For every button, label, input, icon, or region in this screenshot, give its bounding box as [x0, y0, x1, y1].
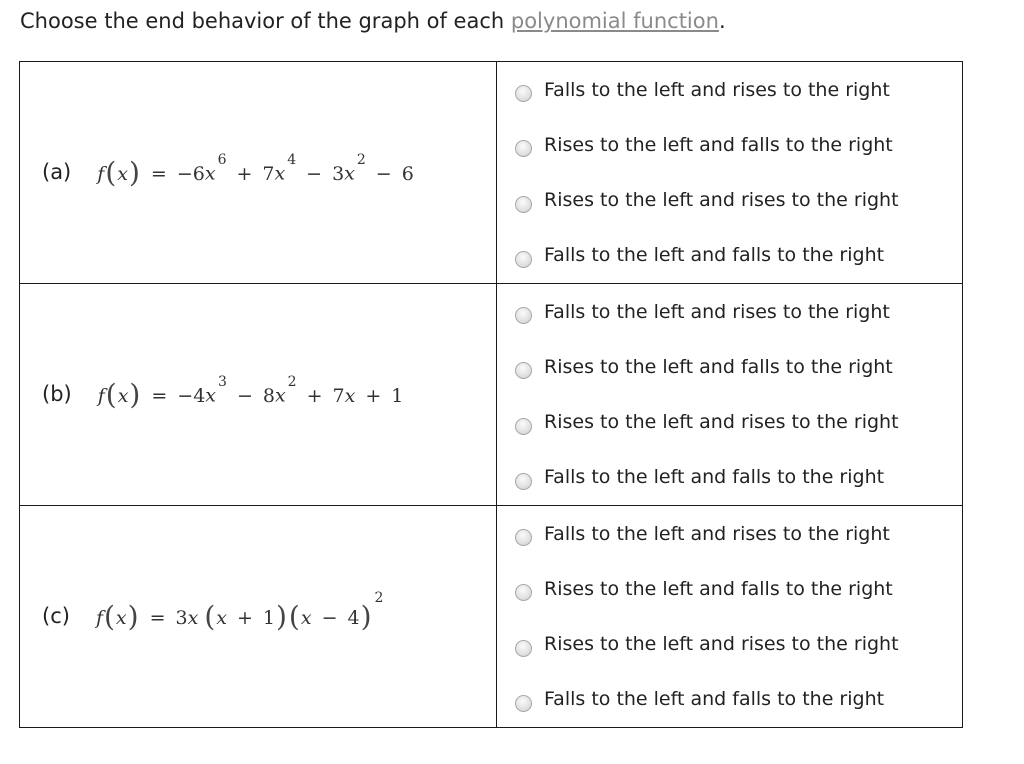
option-label: Falls to the left and rises to the right: [544, 300, 890, 323]
function-variable: x: [117, 384, 129, 407]
term-coef: 3: [332, 162, 345, 185]
radio-group-b: [497, 284, 962, 505]
right-paren: ): [360, 599, 372, 633]
option-a-rises-left-rises-right[interactable]: [497, 175, 962, 226]
term-exponent: 6: [217, 152, 227, 169]
function-a: f ( x ) = − 6 $x^6$ + 7 $x^4$ − 3 $x^2$ − 6: [97, 152, 414, 189]
factor2-const: 4: [347, 606, 360, 629]
option-c-falls-left-falls-right[interactable]: [497, 674, 962, 725]
factor1-const: 1: [262, 606, 275, 629]
radio-group-a: [497, 62, 962, 283]
prompt-period: .: [718, 9, 726, 33]
option-label: Rises to the left and rises to the right: [544, 633, 899, 656]
factor2-var: x: [300, 606, 312, 629]
radio-button[interactable]: [515, 584, 532, 601]
radio-button[interactable]: [515, 473, 532, 490]
option-a-rises-left-falls-right[interactable]: [497, 119, 962, 170]
option-a-falls-left-rises-right[interactable]: [497, 64, 962, 115]
term-coef: 6: [401, 162, 414, 185]
leading-var: x: [187, 606, 199, 629]
term-coef: 4: [193, 384, 206, 407]
option-a-falls-left-falls-right[interactable]: [497, 230, 962, 281]
option-b-falls-left-falls-right[interactable]: [497, 452, 962, 503]
term-coef: 8: [262, 384, 275, 407]
polynomial-function-link[interactable]: polynomial function: [510, 9, 719, 33]
function-c: f ( x ) = 3 x ( x + 1 ) ( x − 4 )$^2$: [95, 590, 384, 633]
option-c-falls-left-rises-right[interactable]: [497, 508, 962, 559]
function-b: f ( x ) = − 4 $x^3$ − 8 $x^2$ + 7 x + 1: [97, 374, 404, 411]
function-name: f: [97, 162, 105, 185]
function-cell-a: [20, 62, 497, 284]
option-label: Falls to the left and falls to the right: [544, 244, 885, 267]
options-cell-a: [497, 62, 963, 284]
option-b-rises-left-falls-right[interactable]: [497, 341, 962, 392]
option-label: Rises to the left and rises to the right: [544, 189, 899, 212]
term-var: x: [204, 162, 216, 185]
term-exponent: 2: [356, 152, 366, 169]
function-variable: x: [117, 162, 128, 185]
term-coef: 7: [262, 162, 275, 185]
function-cell-b: [20, 284, 497, 506]
term-coef: 6: [192, 162, 205, 185]
radio-button[interactable]: [515, 529, 532, 546]
option-b-rises-left-rises-right[interactable]: [497, 397, 962, 448]
part-label-b: (b): [42, 382, 72, 407]
radio-button[interactable]: [515, 196, 532, 213]
function-variable: x: [115, 606, 127, 629]
option-b-falls-left-rises-right[interactable]: [497, 286, 962, 337]
option-label: Falls to the left and falls to the right: [544, 466, 885, 489]
question-row-c: [20, 506, 963, 728]
leading-coef: 3: [175, 606, 188, 629]
question-prompt: [20, 6, 726, 36]
option-label: Rises to the left and rises to the right: [544, 411, 899, 434]
term-sign: +: [236, 162, 253, 185]
question-row-a: [20, 62, 963, 284]
option-label: Falls to the left and rises to the right: [544, 522, 890, 545]
function-name: f: [95, 606, 103, 629]
equals-sign: =: [149, 606, 166, 629]
term-sign: −: [306, 162, 323, 185]
term-coef: 7: [332, 384, 345, 407]
term-var: x: [344, 162, 355, 185]
radio-button[interactable]: [515, 362, 532, 379]
factor2-exponent: 2: [374, 590, 384, 607]
radio-button[interactable]: [515, 307, 532, 324]
term-var: x: [274, 162, 286, 185]
option-label: Falls to the left and falls to the right: [544, 688, 885, 711]
questions-table: [19, 61, 963, 728]
options-cell-c: [497, 506, 963, 728]
question-row-b: [20, 284, 963, 506]
factor2-op: −: [321, 606, 338, 629]
term-var: x: [205, 384, 217, 407]
radio-button[interactable]: [515, 418, 532, 435]
prompt-text: Choose the end behavior of the graph of each: [20, 9, 511, 33]
part-label-a: (a): [42, 160, 72, 185]
factor1-op: +: [236, 606, 253, 629]
option-label: Rises to the left and falls to the right: [544, 133, 893, 156]
option-label: Rises to the left and falls to the right: [544, 355, 893, 378]
options-cell-b: [497, 284, 963, 506]
radio-button[interactable]: [515, 640, 532, 657]
radio-group-c: [497, 506, 962, 727]
part-label-c: (c): [42, 604, 70, 629]
option-c-rises-left-falls-right[interactable]: [497, 563, 962, 614]
term-exponent: 4: [287, 152, 297, 169]
option-label: Rises to the left and falls to the right: [544, 577, 893, 600]
term-sign: −: [177, 384, 194, 407]
term-exponent: 3: [218, 374, 227, 391]
function-cell-c: [20, 506, 497, 728]
radio-button[interactable]: [515, 251, 532, 268]
radio-button[interactable]: [515, 85, 532, 102]
term-sign: −: [375, 162, 392, 185]
radio-button[interactable]: [515, 695, 532, 712]
option-label: Falls to the left and rises to the right: [544, 78, 890, 101]
term-var: x: [274, 384, 286, 407]
term-sign: −: [236, 384, 253, 407]
term-sign: +: [306, 384, 323, 407]
term-exponent: 2: [287, 374, 297, 391]
term-coef: 1: [391, 384, 404, 407]
factor1-var: x: [216, 606, 227, 629]
function-name: f: [97, 384, 105, 407]
term-sign: −: [176, 162, 193, 185]
radio-button[interactable]: [515, 140, 532, 157]
equals-sign: =: [150, 162, 167, 185]
term-sign: +: [365, 384, 382, 407]
equals-sign: =: [151, 384, 168, 407]
term-var: x: [344, 384, 356, 407]
option-c-rises-left-rises-right[interactable]: [497, 619, 962, 670]
